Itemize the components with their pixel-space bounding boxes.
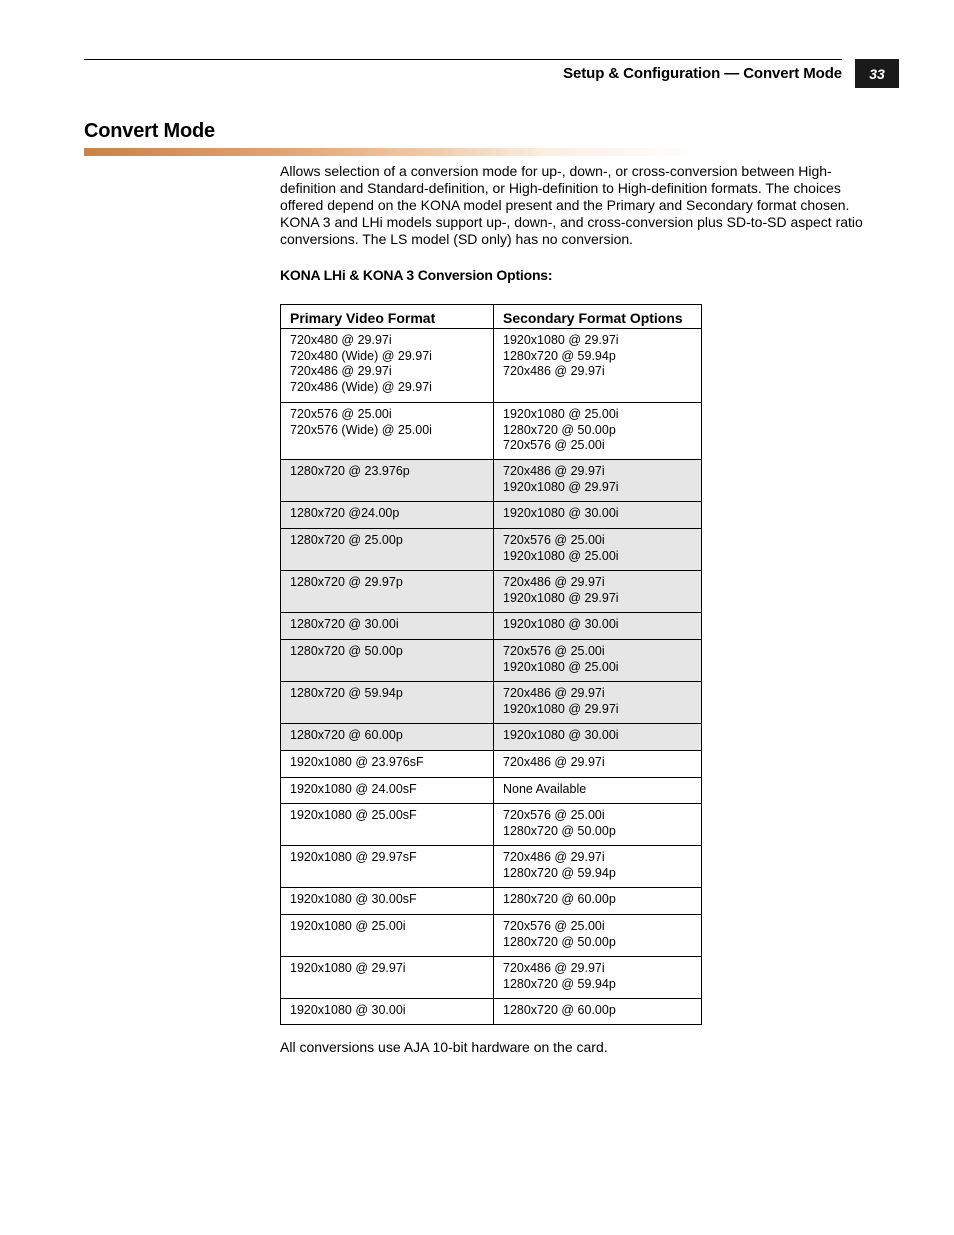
page-number: 33 [855,59,899,88]
table-body [281,329,702,1025]
table-row [281,888,702,915]
table-row [281,724,702,751]
primary-format-cell: 1920x1080 @ 30.00sF [281,888,494,915]
primary-format-cell: 720x480 @ 29.97i 720x480 (Wide) @ 29.97i 720x486 @ 29.97i 720x486 (Wide) @ 29.97i [281,329,494,403]
table-row [281,957,702,999]
primary-format-cell: 1280x720 @ 23.976p [281,460,494,502]
table-row [281,778,702,804]
secondary-options-cell: 720x486 @ 29.97i 1920x1080 @ 29.97i [494,571,702,613]
primary-format-cell: 1280x720 @ 29.97p [281,571,494,613]
column-header-secondary: Secondary Format Options [494,305,702,329]
primary-format-cell: 1920x1080 @ 29.97sF [281,846,494,888]
table-row [281,751,702,778]
section-title: Convert Mode [84,120,215,142]
secondary-options-cell: 720x576 @ 25.00i 1280x720 @ 50.00p [494,804,702,846]
secondary-options-cell: 720x486 @ 29.97i 1280x720 @ 59.94p [494,957,702,999]
primary-format-cell: 1280x720 @ 30.00i [281,613,494,640]
secondary-options-cell: 720x486 @ 29.97i 1920x1080 @ 29.97i [494,460,702,502]
secondary-options-cell: 1920x1080 @ 30.00i [494,502,702,529]
secondary-options-cell: 720x576 @ 25.00i 1280x720 @ 50.00p [494,915,702,957]
intro-paragraph: Allows selection of a conversion mode for up-, down-, or cross-conversion between High-definition and Standard-definition, or High-definition to High-definition formats. The choices offered depend on the KONA model present and the Primary and Secondary format chosen. KONA 3 and LHi models support up-, down-, and cross-conversion plus SD-to-SD aspect ratio conversions. The LS model (SD only) has no conversion. [280,163,863,247]
table-header-row [281,305,702,329]
table-row [281,571,702,613]
primary-format-cell: 1920x1080 @ 24.00sF [281,778,494,804]
primary-format-cell: 1280x720 @24.00p [281,502,494,529]
table-heading: KONA LHi & KONA 3 Conversion Options: [280,267,553,283]
primary-format-cell: 720x576 @ 25.00i 720x576 (Wide) @ 25.00i [281,403,494,460]
primary-format-cell: 1920x1080 @ 29.97i [281,957,494,999]
secondary-options-cell: 720x576 @ 25.00i 1920x1080 @ 25.00i [494,529,702,571]
table-row [281,502,702,529]
secondary-options-cell: 1280x720 @ 60.00p [494,999,702,1025]
running-head: Setup & Configuration — Convert Mode [563,65,842,82]
primary-format-cell: 1280x720 @ 59.94p [281,682,494,724]
secondary-options-cell: 1920x1080 @ 25.00i 1280x720 @ 50.00p 720x576 @ 25.00i [494,403,702,460]
table-row [281,613,702,640]
primary-format-cell: 1280x720 @ 50.00p [281,640,494,682]
secondary-options-cell: 1920x1080 @ 30.00i [494,724,702,751]
header-rule [84,59,842,60]
secondary-options-cell: 720x486 @ 29.97i 1920x1080 @ 29.97i [494,682,702,724]
secondary-options-cell: 720x486 @ 29.97i 1280x720 @ 59.94p [494,846,702,888]
table-row [281,329,702,403]
secondary-options-cell: 1280x720 @ 60.00p [494,888,702,915]
title-underline-bar [84,148,704,156]
primary-format-cell: 1280x720 @ 25.00p [281,529,494,571]
table-row [281,640,702,682]
column-header-primary: Primary Video Format [281,305,494,329]
secondary-options-cell: None Available [494,778,702,804]
table-row [281,460,702,502]
conversion-table [280,304,702,1025]
primary-format-cell: 1920x1080 @ 23.976sF [281,751,494,778]
primary-format-cell: 1920x1080 @ 25.00sF [281,804,494,846]
table-row [281,403,702,460]
secondary-options-cell: 1920x1080 @ 29.97i 1280x720 @ 59.94p 720x486 @ 29.97i [494,329,702,403]
table-row [281,682,702,724]
primary-format-cell: 1280x720 @ 60.00p [281,724,494,751]
primary-format-cell: 1920x1080 @ 25.00i [281,915,494,957]
secondary-options-cell: 720x486 @ 29.97i [494,751,702,778]
table-row [281,915,702,957]
table-row [281,846,702,888]
table-row [281,999,702,1025]
secondary-options-cell: 1920x1080 @ 30.00i [494,613,702,640]
table-row [281,529,702,571]
primary-format-cell: 1920x1080 @ 30.00i [281,999,494,1025]
footnote: All conversions use AJA 10-bit hardware on the card. [280,1039,608,1055]
table-row [281,804,702,846]
secondary-options-cell: 720x576 @ 25.00i 1920x1080 @ 25.00i [494,640,702,682]
